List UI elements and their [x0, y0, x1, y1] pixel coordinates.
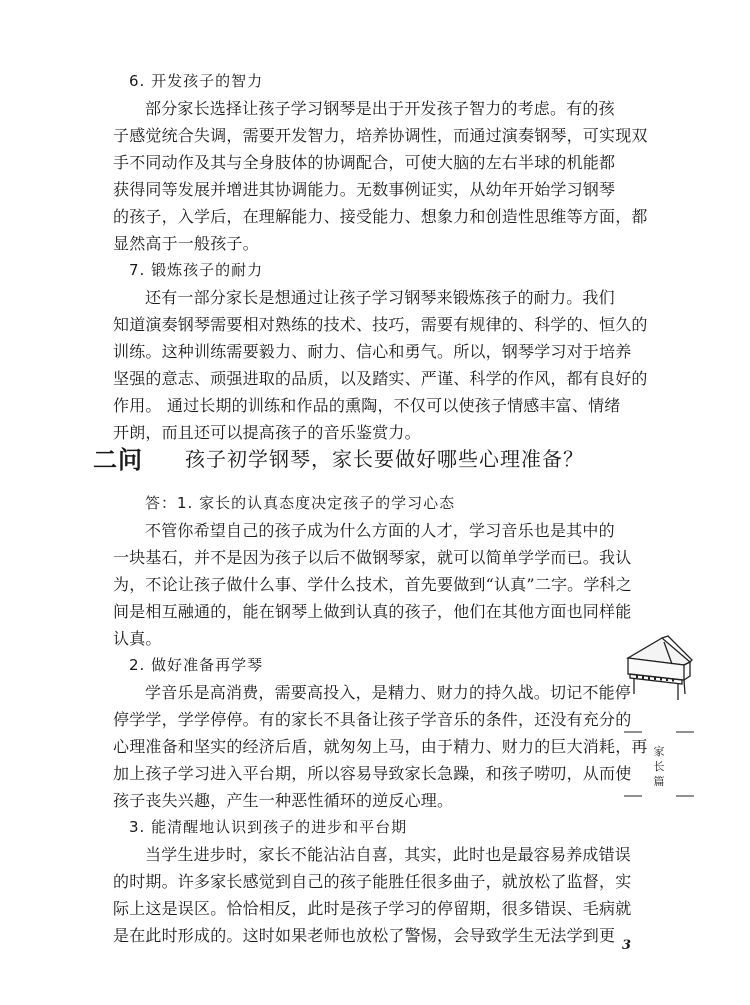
- para-1-line: 间是相互融通的，能在钢琴上做到认真的孩子，他们在其他方面也同样能: [113, 602, 632, 621]
- para-7-line: 作用。 通过长期的训练和作品的熏陶，不仅可以使孩子情感丰富、情绪: [113, 396, 621, 415]
- heading-7: 7. 锻炼孩子的耐力: [129, 261, 264, 279]
- para-1-line: 为，不论让孩子做什么事、学什么技术，首先要做到“认真”二字。学科之: [113, 575, 632, 594]
- piano-icon: [624, 634, 694, 729]
- para-1-line: 认真。: [113, 629, 162, 648]
- para-7-line: 坚强的意志、顽强进取的品质，以及踏实、严谨、科学的作风，都有良好的: [113, 369, 648, 388]
- para-2-line: 孩子丧失兴趣，产生一种恶性循环的逆反心理。: [113, 791, 454, 810]
- sidebar-rule-bottom: [624, 794, 694, 798]
- para-3-line: 是在此时形成的。这时如果老师也放松了警惕，会导致学生无法学到更: [113, 926, 616, 945]
- para-6-line: 子感觉统合失调，需要开发智力，培养协调性，而通过演奏钢琴，可实现双: [113, 126, 648, 145]
- para-3-line: 际上这是误区。恰恰相反，此时是孩子学习的停留期，很多错误、毛病就: [113, 899, 632, 918]
- para-2-line: 心理准备和坚实的经济后盾，就匆匆上马，由于精力、财力的巨大消耗，再: [113, 737, 648, 756]
- para-6-line: 部分家长选择让孩子学习钢琴是出于开发孩子智力的考虑。有的孩: [145, 99, 615, 118]
- para-2-line: 加上孩子学习进入平台期，所以容易导致家长急躁，和孩子唠叨，从而使: [113, 764, 632, 783]
- para-7-line: 训练。这种训练需要毅力、耐力、信心和勇气。所以，钢琴学习对于培养: [113, 342, 632, 361]
- sidebar-label: 家长篇: [653, 745, 665, 788]
- para-6-line: 显然高于一般孩子。: [113, 234, 259, 253]
- answer-heading-2: 2. 做好准备再学琴: [129, 656, 264, 674]
- answer-heading-1: 答：1. 家长的认真态度决定孩子的学习心态: [145, 494, 456, 512]
- para-7-line: 还有一部分家长是想通过让孩子学习钢琴来锻炼孩子的耐力。我们: [145, 288, 615, 307]
- para-2-line: 学音乐是高消费，需要高投入，是精力、财力的持久战。切记不能停: [145, 683, 632, 702]
- section-2: [113, 490, 648, 949]
- section-1: [113, 68, 648, 446]
- para-6-line: 的孩子，入学后，在理解能力、接受能力、想象力和创造性思维等方面，都: [113, 207, 648, 226]
- heading-6: 6. 开发孩子的智力: [129, 72, 264, 90]
- section-sidebar: [624, 634, 694, 804]
- para-7-line: 知道演奏钢琴需要相对熟练的技术、技巧，需要有规律的、科学的、恒久的: [113, 315, 648, 334]
- page-number: 3: [622, 938, 632, 953]
- para-1-line: 不管你希望自己的孩子成为什么方面的人才，学习音乐也是其中的: [145, 521, 615, 540]
- para-7-line: 开朗，而且还可以提高孩子的音乐鉴赏力。: [113, 423, 421, 442]
- para-3-line: 的时期。许多家长感觉到自己的孩子能胜任很多曲子，就放松了监督，实: [113, 872, 632, 891]
- question-label: 二问: [93, 445, 143, 474]
- question-heading: [93, 437, 584, 477]
- para-2-line: 停学学，学学停停。有的家长不具备让孩子学音乐的条件，还没有充分的: [113, 710, 632, 729]
- para-6-line: 手不同动作及其与全身肢体的协调配合，可使大脑的左右半球的机能都: [113, 153, 616, 172]
- answer-heading-3: 3. 能清醒地认识到孩子的进步和平台期: [129, 818, 408, 836]
- para-6-line: 获得同等发展并增进其协调能力。无数事例证实，从幼年开始学习钢琴: [113, 180, 616, 199]
- para-3-line: 当学生进步时，家长不能沾沾自喜，其实，此时也是最容易养成错误: [145, 845, 632, 864]
- question-title: 孩子初学钢琴，家长要做好哪些心理准备？: [185, 446, 584, 471]
- para-1-line: 一块基石，并不是因为孩子以后不做钢琴家，就可以简单学学而已。我认: [113, 548, 632, 567]
- sidebar-rule-top: [624, 730, 694, 734]
